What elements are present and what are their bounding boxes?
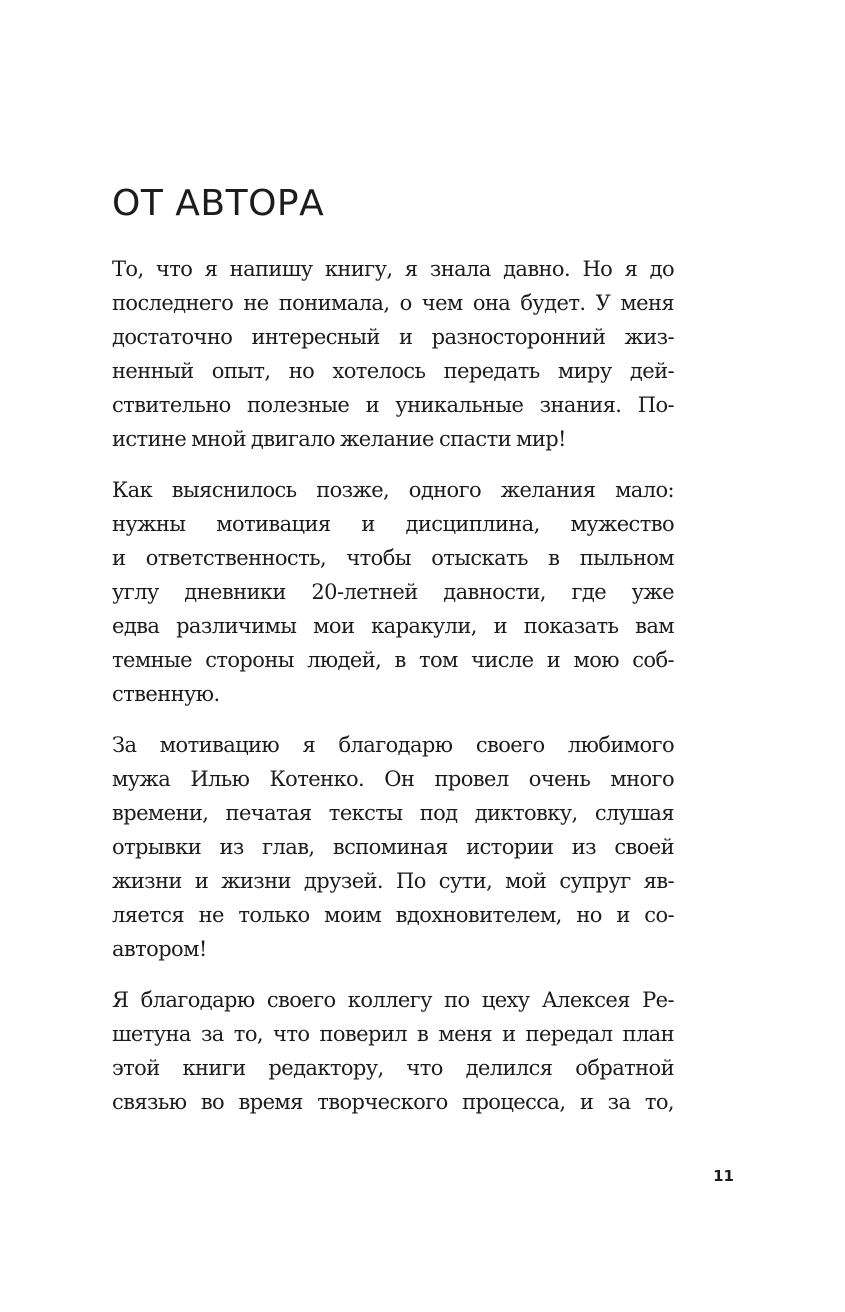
text-line: углу дневники 20-летней давности, где уже — [112, 580, 674, 604]
text-line: времени, печатая тексты под диктовку, слушая — [112, 801, 674, 825]
text-line: Как выяснилось позже, одного желания мало: — [112, 478, 674, 502]
paragraph — [112, 983, 674, 1119]
text-line: ствительно полезные и уникальные знания. По- — [112, 393, 674, 417]
text-line: и ответственность, чтобы отыскать в пыльном — [112, 546, 674, 570]
text-line: шетуна за то, что поверил в меня и передал план — [112, 1022, 674, 1046]
text-line: отрывки из глав, вспоминая истории из своей — [112, 835, 674, 859]
text-line: жизни и жизни друзей. По сути, мой супруг яв- — [112, 869, 674, 893]
text-line: связью во время творческого процесса, и за то, — [112, 1090, 674, 1114]
text-line: ненный опыт, но хотелось передать миру дей- — [112, 359, 674, 383]
text-line: ственную. — [112, 682, 220, 706]
text-line: истине мной двигало желание спасти мир! — [112, 427, 566, 451]
text-line: нужны мотивация и дисциплина, мужество — [112, 512, 674, 536]
paragraph — [112, 252, 674, 456]
paragraph — [112, 728, 674, 966]
text-line: едва различимы мои каракули, и показать вам — [112, 614, 674, 638]
paragraph — [112, 473, 674, 711]
chapter-heading: ОТ АВТОРА — [112, 183, 325, 224]
text-line: За мотивацию я благодарю своего любимого — [112, 733, 674, 757]
text-line: последнего не понимала, о чем она будет. У меня — [112, 291, 674, 315]
text-line: темные стороны людей, в том числе и мою соб- — [112, 648, 674, 672]
text-line: мужа Илью Котенко. Он провел очень много — [112, 767, 674, 791]
text-line: Я благодарю своего коллегу по цеху Алексея Ре- — [112, 988, 674, 1012]
page-number: 11 — [713, 1167, 734, 1185]
text-line: автором! — [112, 937, 207, 961]
text-line: этой книги редактору, что делился обратной — [112, 1056, 674, 1080]
text-line: ляется не только моим вдохновителем, но и со- — [112, 903, 674, 927]
text-line: То, что я напишу книгу, я знала давно. Но я до — [112, 257, 674, 281]
body-text — [112, 252, 674, 1136]
text-line: достаточно интересный и разносторонний жиз- — [112, 325, 674, 349]
